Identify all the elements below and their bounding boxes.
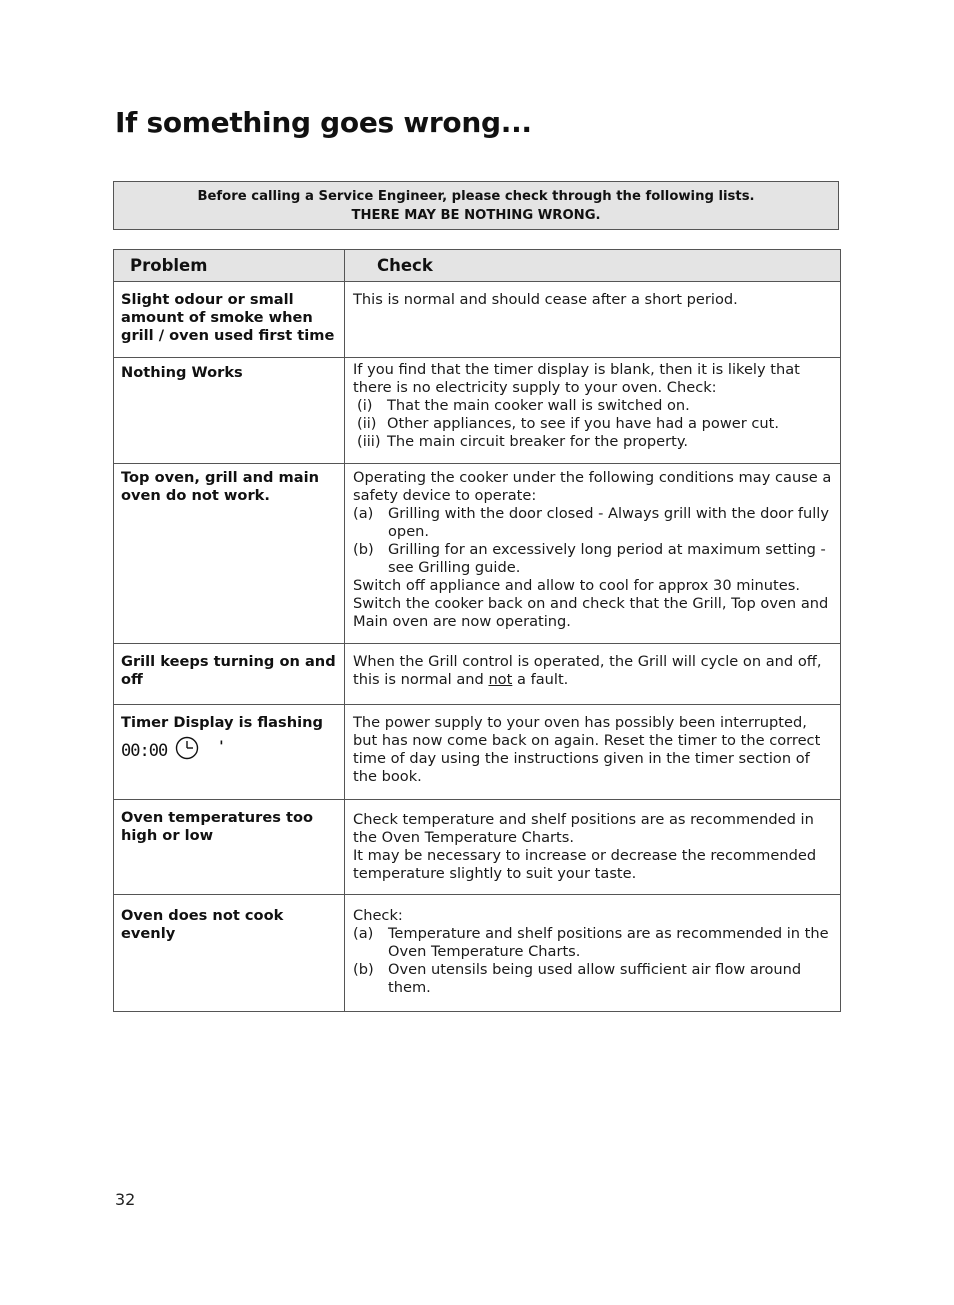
timer-suffix: ' [219,738,224,755]
page-title: If something goes wrong... [115,106,532,139]
notice-line-1: Before calling a Service Engineer, please check through the following lists. [197,188,755,204]
problem-column-header: Problem [114,250,345,282]
check-cell [345,800,841,895]
list-item-label: (a) [353,505,374,522]
page-number: 32 [115,1190,136,1209]
check-text: Check temperature and shelf positions are as recommended in the Oven Temperature Charts. [353,811,814,846]
table-row [114,644,841,705]
check-cell: This is normal and should cease after a short period. [345,282,841,358]
list-item [353,925,832,961]
check-intro: If you find that the timer display is blank, then it is likely that there is no electricity supply to your oven. Check: [353,361,800,396]
service-notice-box [113,181,839,230]
problem-cell: Oven temperatures too high or low [114,800,345,895]
list-item-label: (i) [357,397,373,414]
problem-cell: Nothing Works [114,358,345,464]
notice-line-2: THERE MAY BE NOTHING WRONG. [351,207,601,223]
table-row [114,705,841,800]
list-item [353,397,832,415]
check-cell [345,464,841,644]
table-row [114,895,841,1012]
problem-cell: Top oven, grill and main oven do not work. [114,464,345,644]
check-cell [345,358,841,464]
list-item-text: Other appliances, to see if you have had a power cut. [387,415,780,432]
check-cell [345,895,841,1012]
check-text: When the Grill control is operated, the Grill will cycle on and off, this is normal and [353,653,822,688]
table-row [114,800,841,895]
list-item-label: (a) [353,925,374,942]
list-item-text: Grilling for an excessively long period at maximum setting - see Grilling guide. [388,541,826,576]
check-outro: Switch off appliance and allow to cool for approx 30 minutes. Switch the cooker back on and check that the Grill, Top oven and Main oven are now operating. [353,577,829,630]
problem-cell: Oven does not cook evenly [114,895,345,1012]
timer-digits: 00:00 [121,740,168,761]
problem-cell [114,705,345,800]
table-header-row [114,250,841,282]
list-item [353,415,832,433]
list-item-text: That the main cooker wall is switched on. [387,397,690,414]
problem-cell: Slight odour or small amount of smoke when grill / oven used first time [114,282,345,358]
troubleshooting-table [113,249,841,1012]
list-item [353,505,832,541]
check-column-header: Check [345,250,841,282]
clock-icon [175,736,199,765]
timer-display-illustration [121,736,338,765]
check-intro: Operating the cooker under the following conditions may cause a safety device to operate: [353,469,832,504]
check-intro: Check: [353,907,403,924]
list-item-text: Grilling with the door closed - Always grill with the door fully open. [388,505,829,540]
list-item-label: (b) [353,961,374,978]
problem-cell: Grill keeps turning on and off [114,644,345,705]
check-text-underlined: not [488,671,513,688]
table-row [114,358,841,464]
check-text: a fault. [516,671,569,688]
check-cell [345,644,841,705]
list-item [353,433,832,451]
table-row [114,464,841,644]
check-cell: The power supply to your oven has possibly been interrupted, but has now come back on again. Reset the timer to the correct time of day using the instructions given in the timer section of the book. [345,705,841,800]
list-item-text: The main circuit breaker for the property. [387,433,689,450]
list-item-label: (ii) [357,415,377,432]
list-item-text: Temperature and shelf positions are as recommended in the Oven Temperature Charts. [388,925,829,960]
table-row [114,282,841,358]
list-item [353,541,832,577]
list-item-label: (b) [353,541,374,558]
list-item-label: (iii) [357,433,381,450]
list-item [353,961,832,997]
problem-label: Timer Display is flashing [121,714,323,731]
list-item-text: Oven utensils being used allow sufficient air flow around them. [388,961,802,996]
check-text: It may be necessary to increase or decrease the recommended temperature slightly to suit your taste. [353,847,817,882]
